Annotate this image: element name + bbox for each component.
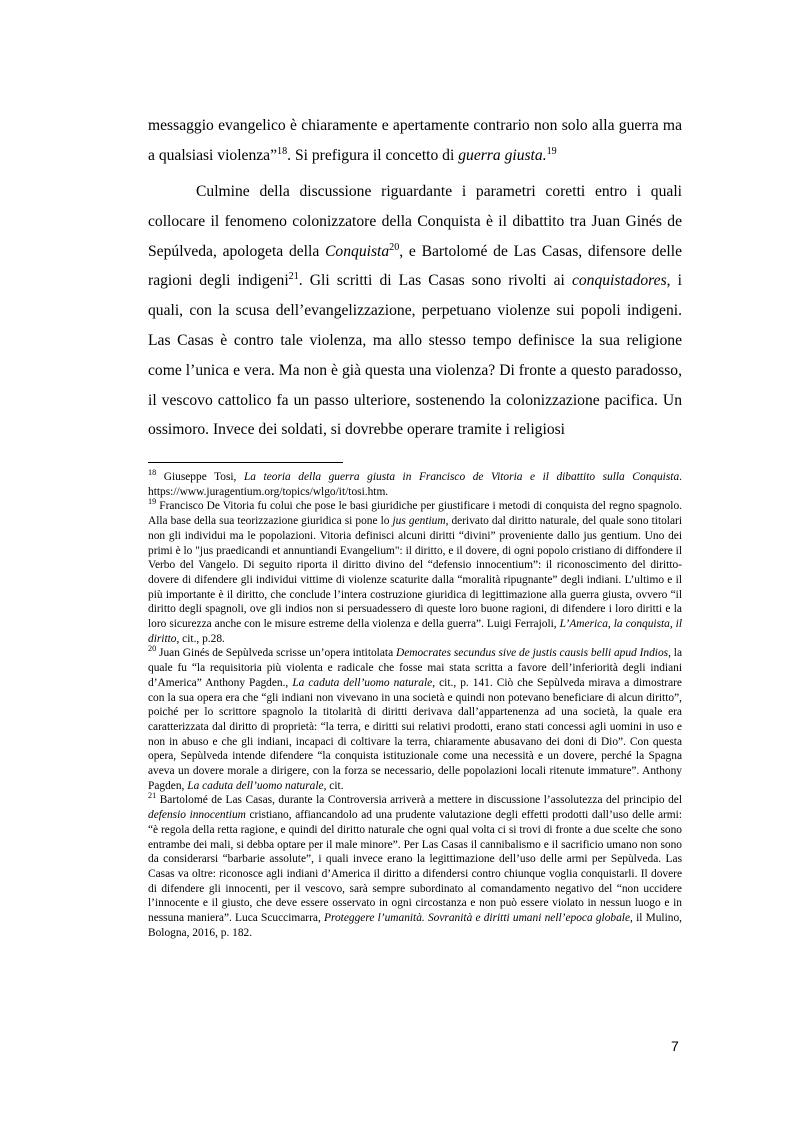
footnote-18	[148, 470, 682, 499]
text-run: , e Bartolomé de Las Casas, difensore delle ragioni degli indigeni	[148, 242, 682, 290]
italic-text: Conquista	[325, 242, 390, 260]
text-run: Culmine della discussione riguardante i parametri coretti entro i quali collocare il fenomeno colonizzatore della Conquista è il dibattito tra Juan Ginés de Sepúlveda, apologeta della	[148, 183, 682, 260]
text-run: , i quali, con la scusa dell’evangelizzazione, perpetuano violenze sui popoli indigeni. Las Casas è contro tale violenza, ma allo stesso tempo definisce la sua religione come l’unica e vera. Ma non è già questa una violenza? Di fronte a questo paradosso, il vescovo cattolico fa un passo ulteriore, sostenendo la colonizzazione pacifica. Un ossimoro. Invece dei soldati, si dovrebbe operare tramite i religiosi	[148, 272, 682, 439]
italic-text: La caduta dell’uomo naturale	[187, 779, 324, 792]
text-run: Juan Ginés de Sepùlveda scrisse un’opera intitolata	[156, 647, 396, 660]
footnote-separator	[148, 462, 343, 463]
text-run: Francisco De Vitoria fu colui che pose le basi giuridiche per giustificare i metodi di conquista del regno spagnolo. Alla base della sua teorizzazione giuridica si pone lo	[148, 500, 682, 528]
footnote-ref: 18	[277, 145, 288, 157]
footnote-ref: 20	[389, 241, 400, 253]
italic-text: Proteggere l’umanità. Sovranità e diritti umani nell’epoca globale	[324, 912, 631, 925]
text-run: Giuseppe Tosi,	[156, 471, 244, 483]
text-run: , la quale fu “la requisitoria più violenta e radicale che fosse mai stata scritta a favore dell’inferiorità degli indiani d’America” Anthony Pagden.,	[148, 647, 682, 689]
footnote-ref: 19	[546, 145, 557, 157]
text-run: . https://www.juragentium.org/topics/wlgo/it/tosi.htm.	[148, 471, 682, 498]
footnote-ref: 21	[148, 791, 157, 801]
paragraph-2	[148, 177, 682, 445]
italic-text: La caduta dell’uomo naturale	[292, 676, 433, 689]
footnote-ref: 18	[148, 468, 157, 478]
text-run: , cit., p.28.	[176, 632, 225, 645]
italic-text: La teoria della guerra giusta in Francisco de Vitoria e il dibattito sulla Conquista	[243, 471, 680, 483]
text-run: cristiano, affiancandolo ad una prudente valutazione degli effetti prodotti dall’uso delle armi: “è regola della retta ragione, e quindi del diritto naturale che ogni qual volta ci si trovi di fronte a due scelte che sono entrambe dei mali, si debba optare per il male minore”. Per Las Casas il cannibalismo e il sacrificio umano non sono da considerarsi “barbarie assolute”, i quali invece erano la legittimazione dell’uso delle armi per Sepùlveda. Las Casas va oltre: riconosce agli indiani d’America il diritto a difendersi contro chiunque voglia conquistarli. Il dovere di difendere gli innocenti, per il vescovo, sarà sempre subordinato al comandamento negativo del “non uccidere l’innocente e il giusto, che deve essere osservato in ogni circostanza e non può essere violato in nessun luogo e in nessuna maniera”. Luca Scuccimarra,	[148, 809, 682, 925]
text-run: , cit.	[323, 779, 344, 792]
text-run: . Gli scritti di Las Casas sono rivolti ai	[298, 272, 572, 290]
footnote-ref: 21	[288, 271, 299, 283]
text-run: . Si prefigura il concetto di	[287, 146, 459, 164]
footnote-19	[148, 499, 682, 646]
italic-text: L’America, la conquista, il diritto	[148, 618, 683, 645]
page-number: 7	[671, 1038, 679, 1054]
text-run: messaggio evangelico è chiaramente e apertamente contrario non solo alla guerra ma a qualsiasi violenza”	[148, 117, 682, 164]
footnote-ref: 20	[148, 644, 157, 654]
italic-text: jus gentium	[392, 515, 446, 528]
footnotes	[148, 470, 682, 941]
italic-text: guerra giusta.	[458, 146, 547, 164]
text-run: , cit., p. 141. Ciò che Sepùlveda mirava a dimostrare con la sua opera era che “gli indiani non vivevano in una società e quindi non potevano beneficiare di alcun diritto”, poiché per lo scrittore spagnolo la titolarità di diritti derivava dall’appartenenza ad una società, la quale era caratterizzata dal diritto di proprietà: “la terra, e diritti sui relativi prodotti, erano stati concessi agli uomini in uso e non in abuso e che gli indiani, incapaci di coltivare la terra, chiaramente abusavano dei doni di Dio”. Con questa opera, Sepùlveda intende difendere “la conquista istituzionale come una necessità e un dovere, perché la Spagna aveva un dovere morale a dirigere, con la forza se necessario, delle popolazioni locali ritenute immature”. Anthony Pagden,	[148, 676, 682, 792]
italic-text: Democrates secundus sive de justis causis belli apud Indios	[395, 647, 669, 660]
footnote-ref: 19	[148, 497, 157, 507]
paragraph-1	[148, 111, 682, 171]
footnote-21	[148, 793, 682, 940]
text-run: Bartolomé de Las Casas, durante la Controversia arriverà a mettere in discussione l’assolutezza del principio del	[156, 794, 682, 807]
text-run: , il Mulino, Bologna, 2016, p. 182.	[148, 912, 682, 939]
italic-text: defensio innocentium	[148, 809, 246, 822]
footnote-20	[148, 646, 682, 793]
italic-text: conquistadores	[571, 272, 667, 290]
text-run: , derivato dal diritto naturale, del quale sono titolari non gli individui ma le popolazioni. Vitoria definisci alcuni diritti “divini” proveniente dallo jus gentium. Uno dei primi è lo "jus praedicandi et annuntiandi Evangelium": il diritto, e il dovere, di ogni popolo cristiano di diffondere il Verbo del Vangelo. Di seguito riporta il diritto divino del “defensio innocentium”: il riconoscimento del diritto-dovere di difendere gli individui vittime di violenze scaturite dalla “moralità ripugnante” degli indiani. L’ultimo e il più importante è il diritto, che conclude l’intera costruzione giuridica di legittimazione alla guerra giusta, ovvero “il diritto degli spagnoli, ove gli indios non si persuadessero di queste loro buone ragioni, di difendere i loro diritti e la loro sicurezza anche con le misure estreme della violenza e della guerra”. Luigi Ferrajoli,	[148, 515, 682, 631]
